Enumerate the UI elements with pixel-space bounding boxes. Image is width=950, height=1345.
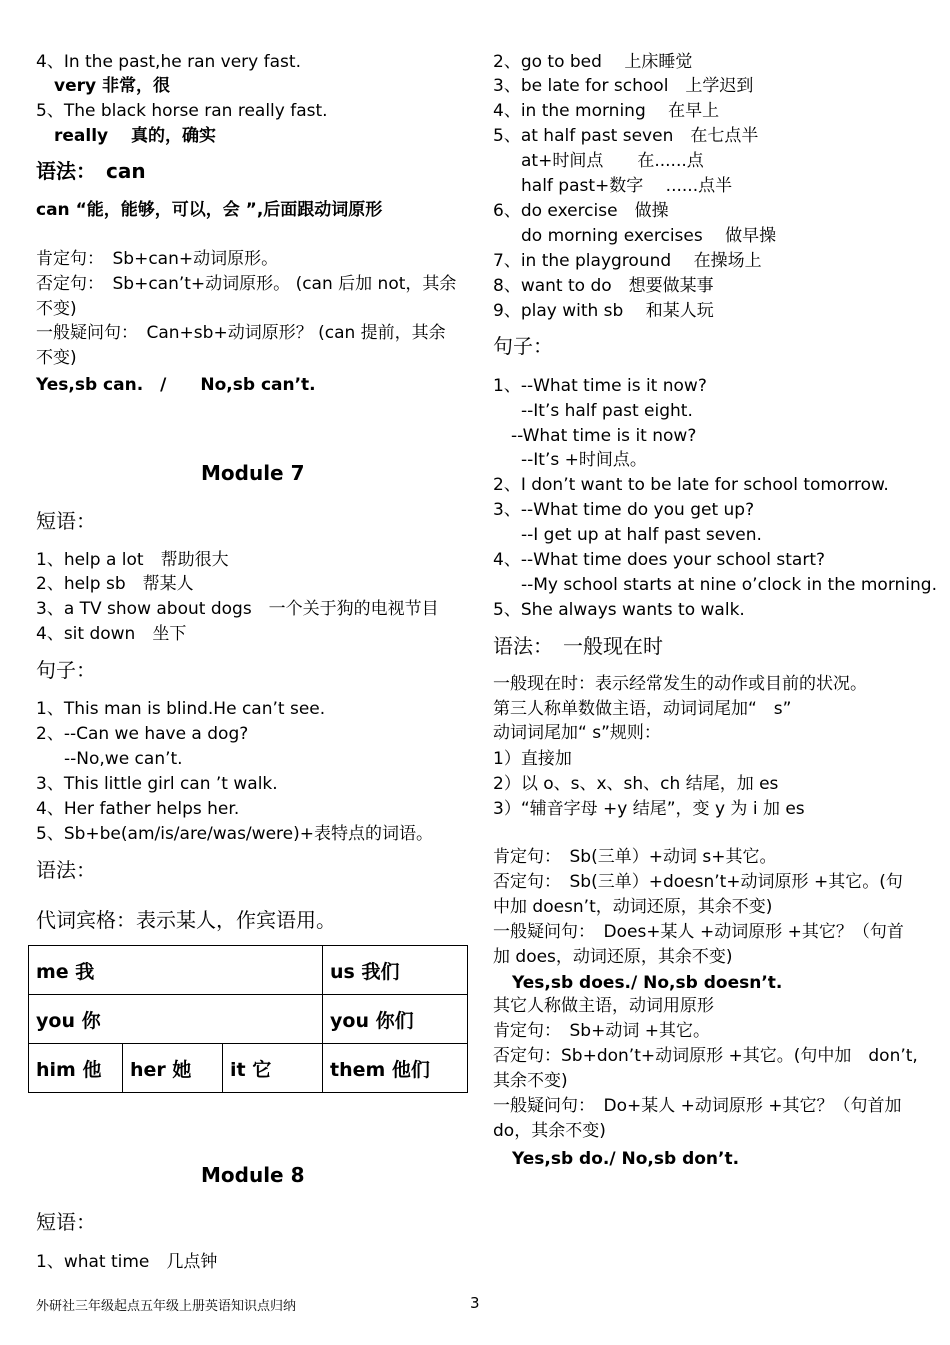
table-row [29, 946, 468, 995]
text-line: 肯定句： Sb(三单）+动词 s+其它。 [493, 847, 777, 867]
text-line: 不变) [36, 348, 77, 368]
text-line: can “能，能够，可以，会 ”,后面跟动词原形 [36, 200, 383, 220]
text-line: half past+数字 ......点半 [521, 176, 733, 196]
text-line: 4、Her father helps her. [36, 799, 240, 819]
text-line: 3、be late for school 上学迟到 [493, 76, 754, 96]
text-line: Yes,sb can. / No,sb can’t. [36, 375, 316, 395]
text-line: 2、go to bed 上床睡觉 [493, 52, 693, 72]
text-line: --What time is it now? [511, 426, 697, 446]
text-line: Yes,sb do./ No,sb don’t. [512, 1149, 740, 1169]
text-line: 2、help sb 帮某人 [36, 574, 194, 594]
text-line: --It’s +时间点。 [521, 450, 647, 470]
text-line: 8、want to do 想要做某事 [493, 276, 714, 296]
text-line: --My school starts at nine o’clock in the morning. [521, 575, 937, 595]
table-row [29, 1044, 468, 1093]
text-line: Yes,sb does./ No,sb doesn’t. [512, 973, 783, 993]
text-line: at+时间点 在......点 [521, 151, 704, 171]
table-row [29, 995, 468, 1044]
page-number: 3 [470, 1294, 480, 1312]
table-cell: it 它 [223, 1044, 323, 1093]
section-heading: 语法： can [36, 159, 146, 183]
table-cell: you 你 [29, 995, 323, 1044]
text-line: --No,we can’t. [64, 749, 183, 769]
table-cell: me 我 [29, 946, 323, 995]
text-line: 3、This little girl can ’t walk. [36, 774, 278, 794]
text-line: 4、--What time does your school start? [493, 550, 826, 570]
text-line: 否定句：Sb+don’t+动词原形 +其它。(句中加 don’t, [493, 1046, 918, 1066]
text-line: 一般疑问句： Can+sb+动词原形？ (can 提前，其余 [36, 323, 446, 343]
table-cell: her 她 [123, 1044, 223, 1093]
text-line: --I get up at half past seven. [521, 525, 762, 545]
text-line: 2、--Can we have a dog? [36, 724, 249, 744]
text-line: 1、This man is blind.He can’t see. [36, 699, 326, 719]
text-line: 4、sit down 坐下 [36, 624, 187, 644]
text-line: 2、I don’t want to be late for school tomorrow. [493, 475, 889, 495]
text-line: 3、--What time do you get up? [493, 500, 755, 520]
text-line: 一般疑问句： Do+某人 +动词原形 +其它？（句首加 [493, 1096, 902, 1116]
module-title: Module 7 [201, 461, 305, 485]
text-line: 9、play with sb 和某人玩 [493, 301, 714, 321]
text-line: 3、a TV show about dogs 一个关于狗的电视节目 [36, 599, 439, 619]
table-cell: him 他 [29, 1044, 123, 1093]
text-line: 4、in the morning 在早上 [493, 101, 720, 121]
text-line: 不变) [36, 299, 77, 319]
section-heading: 句子： [36, 658, 96, 682]
text-line: 1、--What time is it now? [493, 376, 707, 396]
text-line: --It’s half past eight. [521, 401, 693, 421]
text-line: 6、do exercise 做操 [493, 201, 669, 221]
text-line: 4、In the past,he ran very fast. [36, 52, 301, 72]
text-line: 3）“辅音字母 +y 结尾”，变 y 为 i 加 es [493, 799, 805, 819]
text-line: 加 does，动词还原，其余不变) [493, 947, 733, 967]
text-line: 1）直接加 [493, 749, 572, 769]
section-heading: 句子： [493, 334, 553, 358]
text-line: 一般疑问句： Does+某人 +动词原形 +其它？（句首 [493, 922, 904, 942]
table-cell: us 我们 [323, 946, 468, 995]
text-line: 1、help a lot 帮助很大 [36, 550, 229, 570]
text-line: 肯定句： Sb+can+动词原形。 [36, 249, 279, 269]
text-line: 动词词尾加“ s”规则： [493, 723, 661, 743]
table-cell: you 你们 [323, 995, 468, 1044]
text-line: 5、at half past seven 在七点半 [493, 126, 759, 146]
text-line: 其它人称做主语，动词用原形 [493, 996, 714, 1016]
text-line: 5、Sb+be(am/is/are/was/were)+表特点的词语。 [36, 824, 433, 844]
text-line: 5、The black horse ran really fast. [36, 101, 328, 121]
pronoun-table [28, 945, 468, 1093]
text-line: 否定句： Sb(三单）+doesn’t+动词原形 +其它。(句 [493, 872, 903, 892]
section-heading: 短语： [36, 1210, 96, 1234]
text-line: really 真的，确实 [54, 126, 217, 146]
text-line: 肯定句： Sb+动词 +其它。 [493, 1021, 710, 1041]
text-line: do，其余不变) [493, 1121, 606, 1141]
section-heading: 语法： [36, 858, 96, 882]
text-line: 5、She always wants to walk. [493, 600, 745, 620]
text-line: very 非常，很 [54, 76, 170, 96]
table-cell: them 他们 [323, 1044, 468, 1093]
section-heading: 短语： [36, 509, 96, 533]
text-line: 一般现在时：表示经常发生的动作或目前的状况。 [493, 674, 867, 694]
text-line: 7、in the playground 在操场上 [493, 251, 762, 271]
footer-text: 外研社三年级起点五年级上册英语知识点归纳 [36, 1299, 297, 1314]
text-line: 否定句： Sb+can’t+动词原形。 (can 后加 not，其余 [36, 274, 457, 294]
text-line: 2）以 o、s、x、sh、ch 结尾，加 es [493, 774, 779, 794]
text-line: 代词宾格：表示某人，作宾语用。 [36, 908, 336, 932]
module-title: Module 8 [201, 1163, 305, 1187]
text-line: 其余不变) [493, 1071, 568, 1091]
text-line: 第三人称单数做主语，动词词尾加“ s” [493, 699, 792, 719]
section-heading: 语法： 一般现在时 [493, 634, 663, 658]
text-line: 中加 doesn’t，动词还原，其余不变) [493, 897, 773, 917]
text-line: 1、what time 几点钟 [36, 1252, 218, 1272]
text-line: do morning exercises 做早操 [521, 226, 777, 246]
